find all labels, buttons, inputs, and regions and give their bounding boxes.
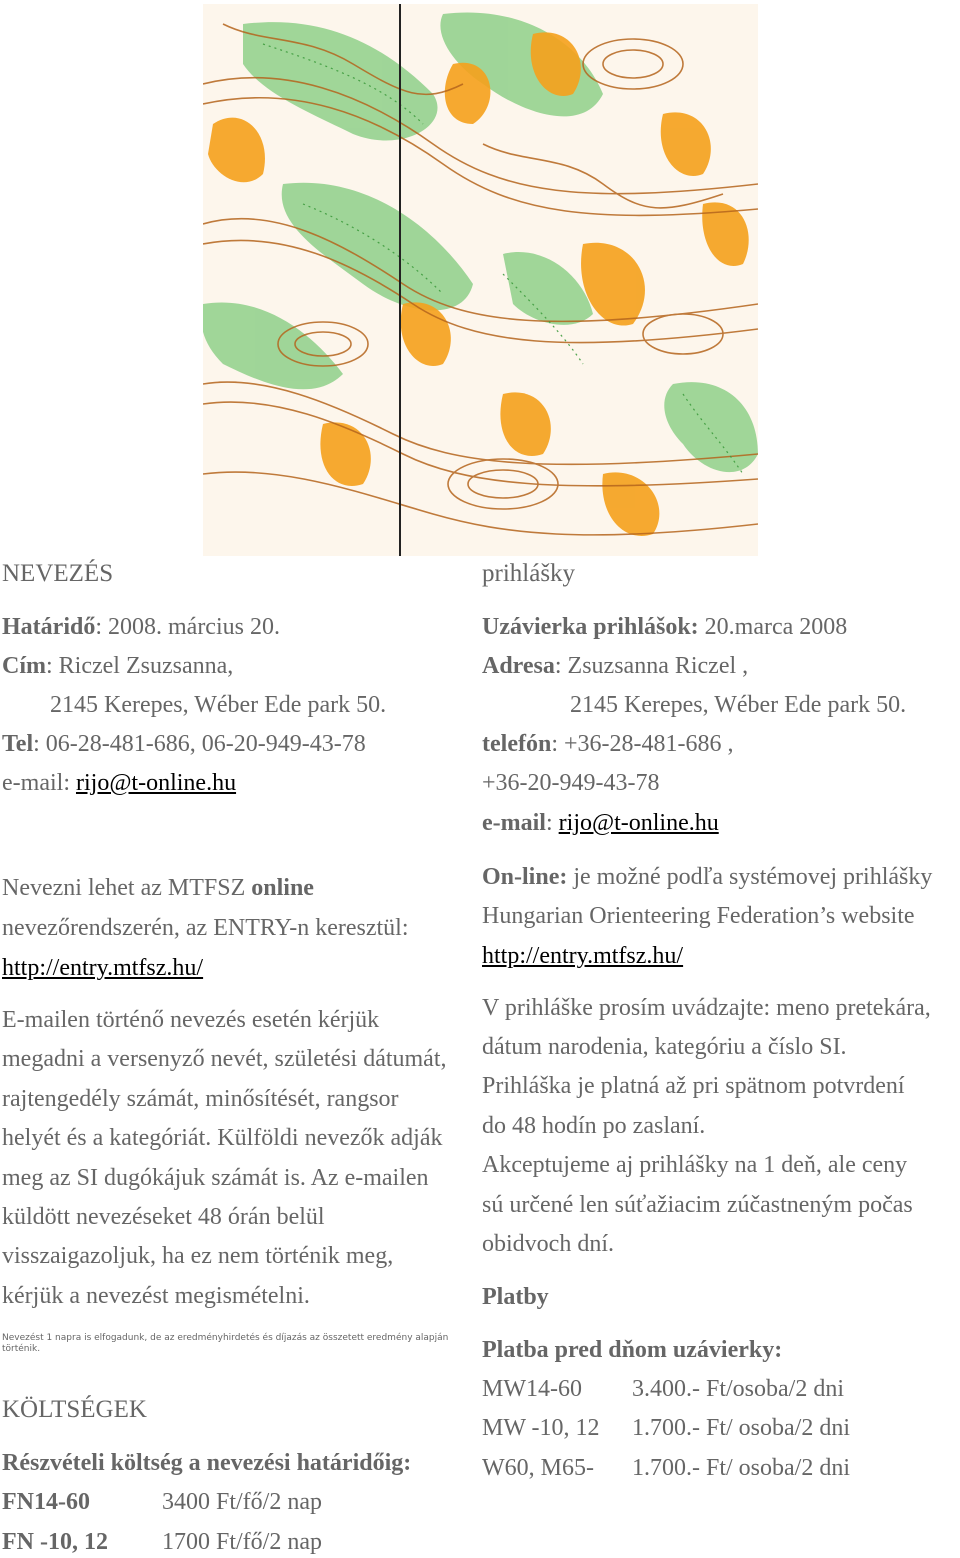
paragraph-line: kérjük a nevezést megismételni. (2, 1283, 310, 1309)
paragraph-line: helyét és a kategóriát. Külföldi nevezők adják (2, 1125, 443, 1151)
paragraph-line: Prihláška je platná až pri spätnom potvrdení (482, 1073, 905, 1099)
deadline-line (482, 613, 847, 641)
entry-link[interactable]: http://entry.mtfsz.hu/ (482, 943, 684, 969)
tel-label: Tel (2, 731, 34, 757)
paragraph-line: megadni a versenyző nevét, születési dátumát, (2, 1046, 447, 1072)
costs-subheading: Részvételi költség a nevezési határidőig: (2, 1450, 412, 1476)
small-note: Nevezést 1 napra is elfogadunk, de az eredményhirdetés és díjazás az összetett eredmény alapján történik. (2, 1333, 449, 1354)
email-label: e-mail (482, 810, 546, 836)
payments-heading: Platby (482, 1284, 549, 1310)
paragraph-line: do 48 hodín po zaslaní. (482, 1113, 706, 1139)
online-text-1: Nevezni lehet az MTFSZ (2, 875, 252, 901)
payment-price: 1.700.- Ft/ osoba/2 dni (632, 1455, 851, 1481)
paragraph-line: rajtengedély számát, minősítését, rangsor (2, 1086, 399, 1112)
online-bold: online (251, 875, 314, 901)
online-link-line (2, 954, 203, 982)
paragraph-line: dátum narodenia, kategóriu a číslo SI. (482, 1034, 847, 1060)
online-link-line (482, 942, 683, 970)
online-text-1: je možné podľa systémovej prihlášky (567, 864, 933, 890)
paragraph-line: meg az SI dugókájuk számát is. Az e-mailen (2, 1165, 429, 1191)
email-colon: : (545, 810, 559, 836)
address-value: : Zsuzsanna Riczel , (554, 653, 749, 679)
online-line-2: Hungarian Orienteering Federation’s website (482, 903, 915, 929)
entry-link[interactable]: http://entry.mtfsz.hu/ (2, 955, 204, 981)
entry-heading: NEVEZÉS (2, 560, 114, 587)
online-line-1 (482, 863, 932, 891)
cost-category: FN -10, 12 (2, 1529, 108, 1555)
phone-value-1: : +36-28-481-686 , (551, 731, 734, 757)
deadline-line (2, 613, 280, 641)
email-line (482, 809, 719, 837)
costs-heading: KÖLTSÉGEK (2, 1396, 147, 1423)
tel-line (2, 730, 366, 758)
online-label: On-line: (482, 864, 568, 890)
online-line-2: nevezőrendszerén, az ENTRY-n keresztül: (2, 915, 409, 941)
cost-price: 3400 Ft/fő/2 nap (162, 1489, 322, 1515)
deadline-value: : 2008. március 20. (95, 614, 280, 640)
paragraph-line: V prihláške prosím uvádzajte: meno pretekára, (482, 995, 931, 1021)
email-label: e-mail (2, 770, 64, 796)
paragraph-line: visszaigazoljuk, ha ez nem történik meg, (2, 1243, 394, 1269)
paragraph-line: obidvoch dní. (482, 1231, 614, 1257)
address-line (2, 652, 233, 680)
paragraph-line: Akceptujeme aj prihlášky na 1 deň, ale ceny (482, 1152, 908, 1178)
tel-value: : 06-28-481-686, 06-20-949-43-78 (33, 731, 366, 757)
paragraph-line: E-mailen történő nevezés esetén kérjük (2, 1007, 380, 1033)
email-link[interactable]: rijo@t-online.hu (75, 770, 237, 796)
deadline-label: Határidő (2, 614, 96, 640)
address-label: Cím (2, 653, 46, 679)
online-line-1 (2, 874, 314, 902)
payments-subheading: Platba pred dňom uzávierky: (482, 1337, 783, 1363)
payment-price: 1.700.- Ft/ osoba/2 dni (632, 1415, 851, 1441)
paragraph-line: sú určené len súťažiacim zúčastneným počas (482, 1192, 913, 1218)
paragraph-line: küldött nevezéseket 48 órán belül (2, 1204, 325, 1230)
address-line (482, 652, 748, 680)
phone-line (482, 730, 734, 758)
phone-line-2: +36-20-949-43-78 (482, 770, 660, 796)
payment-price: 3.400.- Ft/osoba/2 dni (632, 1376, 845, 1402)
email-colon: : (63, 770, 76, 796)
email-line (2, 769, 236, 797)
deadline-label: Uzávierka prihlášok: (482, 614, 699, 640)
orienteering-map-drawing (203, 4, 758, 556)
address-label: Adresa (482, 653, 555, 679)
prihlasky-heading: prihlášky (482, 560, 576, 587)
email-link[interactable]: rijo@t-online.hu (558, 810, 719, 836)
address-value: : Riczel Zsuzsanna, (46, 653, 234, 679)
phone-label: telefón (482, 731, 552, 757)
cost-price: 1700 Ft/fő/2 nap (162, 1529, 322, 1555)
payment-category: MW -10, 12 (482, 1415, 600, 1441)
orienteering-map (203, 4, 758, 556)
cost-category: FN14-60 (2, 1489, 90, 1515)
address-line-2: 2145 Kerepes, Wéber Ede park 50. (50, 692, 387, 718)
deadline-value: 20.marca 2008 (698, 614, 848, 640)
payment-category: W60, M65- (482, 1455, 594, 1481)
address-line-2: 2145 Kerepes, Wéber Ede park 50. (570, 692, 907, 718)
payment-category: MW14-60 (482, 1376, 582, 1402)
